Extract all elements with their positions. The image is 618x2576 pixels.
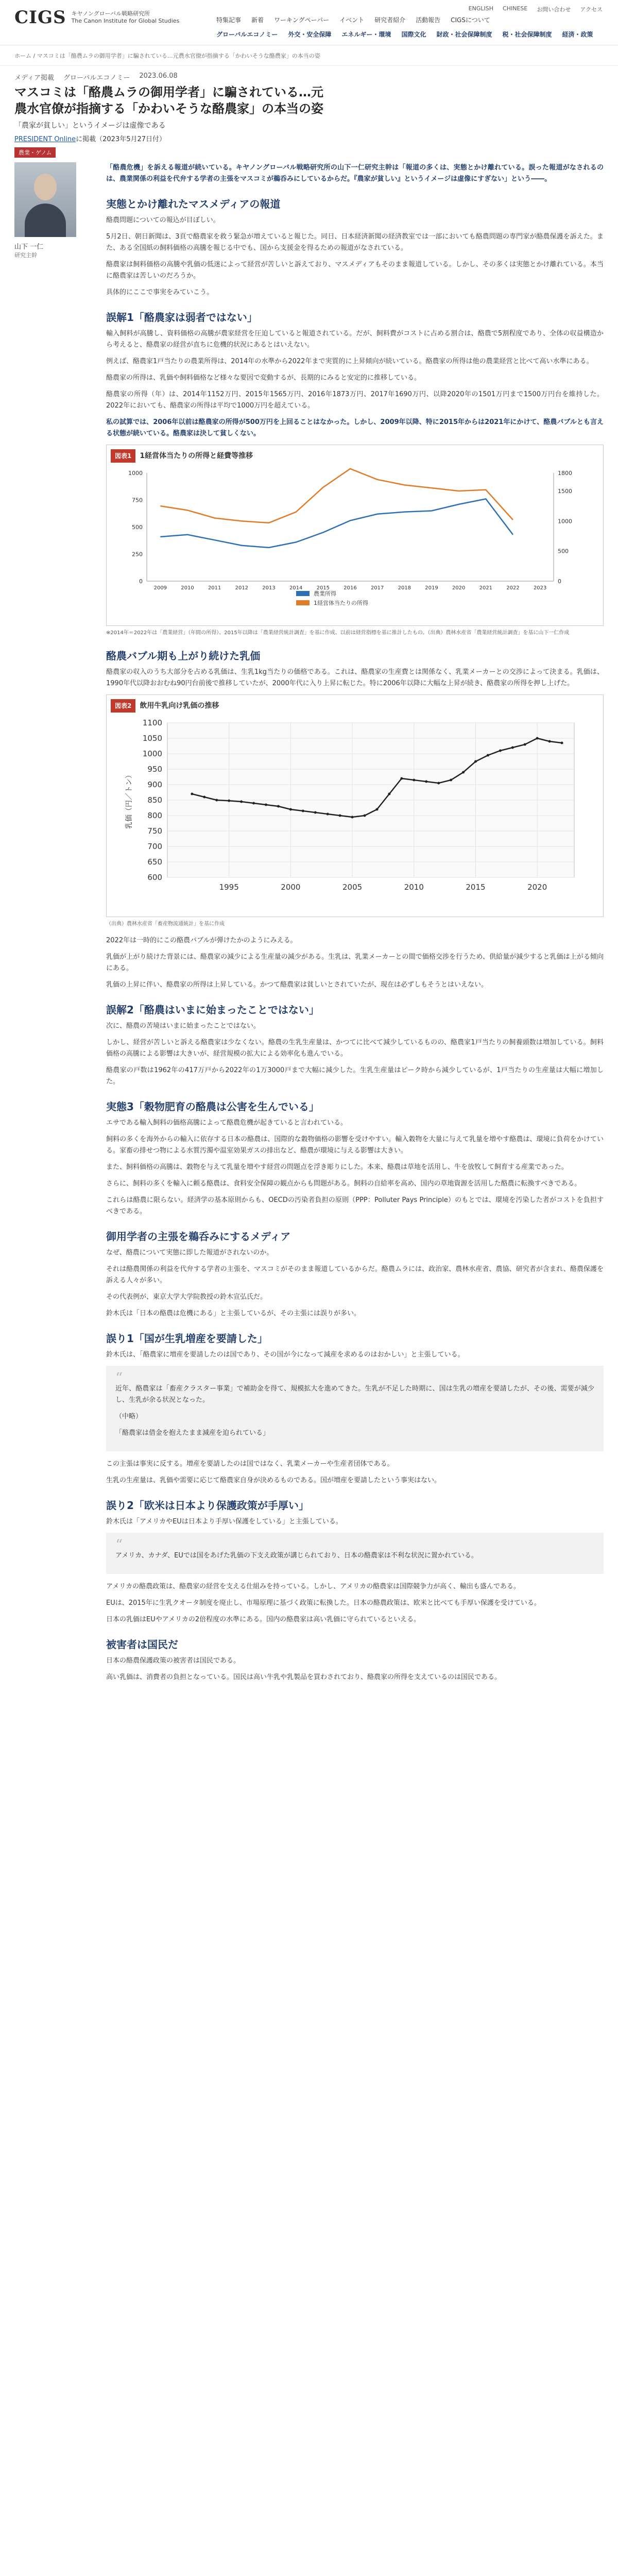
paragraph: しかし、経営が苦しいと訴える酪農家は少なくない。酪農の生乳生産量は、かつてに比べて減少しているものの、酪農家1戸当たりの飼養頭数は増加している。飼料価格の高騰による影響は大きいが、経営規模の拡大による効率化も進んでいる。 xyxy=(106,1039,604,1058)
y-tick-label: 750 xyxy=(147,826,162,836)
x-tick-label: 2014 xyxy=(289,585,303,591)
blockquote xyxy=(106,1366,604,1451)
x-tick-label: 2018 xyxy=(398,585,411,591)
data-point xyxy=(462,771,465,774)
x-tick-label: 2010 xyxy=(404,883,424,892)
x-tick-label: 2020 xyxy=(452,585,466,591)
data-point xyxy=(474,760,477,763)
data-point xyxy=(400,777,403,780)
x-tick-label: 2021 xyxy=(479,585,493,591)
x-tick-label: 2009 xyxy=(153,585,167,591)
y-tick-label: 1000 xyxy=(142,749,162,758)
topic-tag[interactable]: 農業・ゲノム xyxy=(14,147,56,158)
nav-working-paper[interactable]: ワーキングペーパー xyxy=(274,16,330,24)
section-heading: 誤り1「国が生乳増産を要請した」 xyxy=(106,1332,268,1345)
y-tick-label: 950 xyxy=(147,765,162,774)
data-point xyxy=(413,779,415,782)
x-tick-label: 2010 xyxy=(181,585,194,591)
utility-links xyxy=(469,5,603,13)
data-point xyxy=(499,750,502,752)
article-body xyxy=(106,162,604,1688)
series-line xyxy=(160,469,513,523)
source-text: に掲載（2023年5月27日付） xyxy=(76,135,166,143)
paragraph: なぜ、酪農について実態に即した報道がされないのか。 xyxy=(106,1249,273,1257)
y-tick-label: 750 xyxy=(132,497,143,504)
paragraph: 飼料の多くを海外からの輸入に依存する日本の酪農は、国際的な穀物価格の影響を受けやすい。輸入穀物を大量に与えて乳量を増やす酪農は、環境に負荷をかけている。家畜の排せつ物による水質汚濁や温室効果ガスの排出など、酪農が環境に与える影響は大きい。 xyxy=(106,1136,604,1155)
logo-subtitle xyxy=(72,10,180,25)
x-tick-label: 2020 xyxy=(527,883,547,892)
data-point xyxy=(425,781,427,783)
income-chart xyxy=(111,463,595,617)
paragraph: 酪農家は飼料価格の高騰や乳価の低迷によって経営が苦しいと訴えており、マスメディアもそのまま報道している。しかし、その多くは実態とかけ離れている。本当に酪農家は苦しいのだろうか。 xyxy=(106,261,604,280)
figure-title xyxy=(111,699,599,713)
author-card xyxy=(14,162,87,259)
nav-new[interactable]: 新着 xyxy=(251,16,264,24)
paragraph: 酪農家の戸数は1962年の417万戸から2022年の1万3000戸まで大幅に減少した。生乳生産量はピーク時から減少しているが、1戸当たりの生産量は大幅に増加した。 xyxy=(106,1066,604,1086)
breadcrumb[interactable]: ホーム / マスコミは「酪農ムラの御用学者」に騙されている…元農水官僚が指摘する「かわいそうな酪農家」の本当の姿 xyxy=(0,45,618,66)
y-tick-label: 800 xyxy=(147,811,162,820)
section-heading: 誤解1「酪農家は弱者ではない」 xyxy=(106,311,258,324)
figure-title xyxy=(111,449,599,463)
figure-note: （出典）農林水産省「畜産物流通統計」を基に作成 xyxy=(106,921,225,927)
site-logo[interactable] xyxy=(14,7,179,28)
y-tick-label: 0 xyxy=(558,578,561,585)
logo-sub-ja: キヤノングローバル戦略研究所 xyxy=(71,10,150,17)
data-point xyxy=(375,808,378,811)
data-point xyxy=(388,793,390,795)
nav-culture[interactable]: 国際文化 xyxy=(401,31,426,38)
data-point xyxy=(240,801,243,803)
data-point xyxy=(536,737,539,740)
nav-researchers[interactable]: 研究者紹介 xyxy=(374,16,406,24)
y-tick-label: 850 xyxy=(147,795,162,805)
x-tick-label: 2000 xyxy=(281,883,301,892)
site-header xyxy=(0,0,618,45)
x-tick-label: 2023 xyxy=(533,585,547,591)
data-point xyxy=(215,799,218,802)
x-tick-label: 2013 xyxy=(262,585,276,591)
data-point xyxy=(302,810,304,812)
x-tick-label: 2015 xyxy=(466,883,486,892)
data-point xyxy=(511,747,514,749)
lead-paragraph: 「酪農危機」を訴える報道が続いている。キヤノングローバル戦略研究所の山下一仁研究主幹は「報道の多くは、実態とかけ離れている。誤った報道がなされるのは、農業関係の利益を代弁する学者の主張をマスコミが鵜呑みにしているからだ。『農家が貧しい』というイメージは虚像にすぎない」という――。 xyxy=(106,164,604,183)
article-subtitle: 「農家が貧しい」というイメージは虚像である xyxy=(14,122,166,130)
paragraph: 2022年は一時的にこの酪農バブルが弾けたかのようにみえる。 xyxy=(106,937,297,944)
legend-label: 1経営体当たりの所得 xyxy=(314,600,368,606)
article-source xyxy=(14,133,604,143)
data-point xyxy=(289,808,292,811)
y-axis-label: 乳価（円／トン） xyxy=(125,771,133,829)
section-heading: 御用学者の主張を鵜呑みにするメディア xyxy=(106,1230,291,1243)
section-heading: 実態とかけ離れたマスメディアの報道 xyxy=(106,198,281,210)
section-heading: 酪農バブル期も上がり続けた乳価 xyxy=(106,650,261,662)
y-tick-label: 1500 xyxy=(558,488,572,495)
paragraph: 5月2日、朝日新聞は、3頁で酪農家を救う緊急が増えていると報じた。同日、日本経済新聞の経済教室では一部においても酪農問題の専門家が酪農保護を訴えた。また、ある全国紙の飼料価格の高騰を報じる中でも、国から支援金を得るための報道がなされている。 xyxy=(106,233,604,252)
paragraph: 酪農家の所得は、乳価や飼料価格など様々な要因で変動するが、長期的にみると安定的に推移している。 xyxy=(106,374,421,382)
figure-badge: 図表2 xyxy=(111,699,135,713)
figure-caption: 飲用牛乳向け乳価の推移 xyxy=(140,702,219,710)
paragraph: 具体的にここで事実をみていこう。 xyxy=(106,289,214,296)
highlight-paragraph: 私の試算では、2006年以前は酪農家の所得が500万円を上回ることはなかった。しかし、2009年以降、特に2015年からは2021年にかけて、酪農バブルとも言える状態が続いている。酪農家は決して貧しくない。 xyxy=(106,418,604,437)
paragraph: また、飼料価格の高騰は、穀物を与えて乳量を増やす経営の問題点を浮き彫りにした。本来、酪農は草地を活用し、牛を放牧して飼育する産業であった。 xyxy=(106,1163,568,1171)
paragraph: 乳価が上がり続けた背景には、酪農家の減少による生産量の減少がある。生乳は、乳業メーカーとの間で価格交渉を行うため、供給量が減少すると乳価は上がる傾向にある。 xyxy=(106,953,604,972)
quote-text: アメリカ、カナダ、EUでは国をあげた乳価の下支え政策が講じられており、日本の酪農家は不利な状況に置かれている。 xyxy=(115,1552,478,1560)
article-meta xyxy=(14,72,604,82)
paragraph: それは酪農関係の利益を代弁する学者の主張を、マスコミがそのまま報道しているからだ。酪農ムラには、政治家、農林水産省、農協、研究者が含まれ、酪農保護を訴える人々が多い。 xyxy=(106,1265,604,1284)
paragraph: 鈴木氏は、「酪農家に増産を要請したのは国であり、その国が今になって減産を求めるのはおかしい」と主張している。 xyxy=(106,1351,465,1359)
nav-tax[interactable]: 税・社会保障制度 xyxy=(502,31,552,38)
x-tick-label: 2022 xyxy=(506,585,520,591)
logo-sub-en: The Canon Institute for Global Studies xyxy=(71,18,180,24)
legend-swatch xyxy=(296,600,310,605)
paragraph: 酪農家の所得（年）は、2014年1152万円、2015年1565万円、2016年1873万円、2017年1690万円、以降2020年の1501万円まで1500万円台を維持した。2022年においても、酪農家の所得は平均で1000万円を超えている。 xyxy=(106,391,604,410)
source-link[interactable]: PRESIDENT Online xyxy=(14,135,76,143)
quote-text: 「酪農家は借金を抱えたまま減産を迫られている」 xyxy=(115,1429,270,1437)
figure-note: ※2014年＝2022年は「農業経営」（年間の所得）、2015年以降は「農業経営統計調査」を基に作成、以前は経営指標を基に推計したもの。（出典）農林水産省「農業経営統計調査」を基に山下一仁作成 xyxy=(106,630,570,636)
y-tick-label: 650 xyxy=(147,857,162,867)
data-point xyxy=(191,793,193,795)
figure-badge: 図表1 xyxy=(111,449,135,463)
category-nav xyxy=(216,30,593,39)
legend-swatch xyxy=(296,591,310,596)
data-point xyxy=(265,804,267,806)
author-role: 研究主幹 xyxy=(14,252,37,259)
nav-global-economy[interactable]: グローバルエコノミー xyxy=(216,31,278,38)
y-tick-label: 500 xyxy=(132,524,143,531)
nav-events[interactable]: イベント xyxy=(339,16,365,24)
y-tick-label: 250 xyxy=(132,551,143,558)
paragraph: 例えば、酪農家1戸当たりの農業所得は、2014年の水準から2022年まで実質的に上昇傾向が続いている。酪農家の所得は他の農業経営と比べて高い水準にある。 xyxy=(106,358,593,365)
section-heading: 誤解2「酪農はいまに始まったことではない」 xyxy=(106,1004,319,1016)
y-tick-label: 500 xyxy=(558,548,569,555)
data-point xyxy=(487,754,489,757)
link-access[interactable]: アクセス xyxy=(580,6,603,13)
paragraph: この主張は事実に反する。増産を要請したのは国ではなく、乳業メーカーや生産者団体である。 xyxy=(106,1460,394,1468)
y-tick-label: 700 xyxy=(147,842,162,851)
paragraph: 鈴木氏は「アメリカやEUは日本より手厚い保護をしている」と主張している。 xyxy=(106,1518,342,1526)
quote-sub: （中略） xyxy=(115,1413,143,1420)
figure-caption: 1経営体当たりの所得と経費等推移 xyxy=(140,452,253,460)
quote-mark-icon: “ xyxy=(115,1369,123,1386)
paragraph: 次に、酪農の苦境はいまに始まったことではない。 xyxy=(106,1022,261,1030)
x-tick-label: 2016 xyxy=(344,585,357,591)
legend-label: 農業所得 xyxy=(314,590,336,597)
article-subcategory[interactable]: グローバルエコノミー xyxy=(63,74,130,82)
y-tick-label: 1000 xyxy=(558,518,572,525)
author-photo[interactable] xyxy=(14,162,76,237)
data-point xyxy=(351,816,354,819)
paragraph: エサである輸入飼料の価格高騰によって酪農危機が起きていると言われている。 xyxy=(106,1119,348,1127)
data-point xyxy=(524,743,526,746)
quote-mark-icon: “ xyxy=(115,1536,123,1553)
x-tick-label: 2011 xyxy=(208,585,221,591)
x-tick-label: 2019 xyxy=(425,585,438,591)
y-tick-label: 900 xyxy=(147,780,162,789)
nav-policy[interactable]: 経済・政策 xyxy=(562,31,593,38)
paragraph: その代表例が、東京大学大学院教授の鈴木宣弘氏だ。 xyxy=(106,1293,267,1301)
paragraph: EUは、2015年に生乳クオータ制度を廃止し、市場原理に基づく政策に転換した。日本の酪農政策は、欧米と比べても手厚い保護を受けている。 xyxy=(106,1599,541,1607)
paragraph: 酪農問題についての報込が目ぼしい。 xyxy=(106,216,220,224)
blockquote xyxy=(106,1533,604,1574)
x-tick-label: 2015 xyxy=(316,585,330,591)
quote-text: 近年、酪農家は「畜産クラスター事業」で補助金を得て、規模拡大を進めてきた。生乳が不足した時期に、国は生乳の増産を要請したが、その後、需要が減少し、生乳が余る状況となった。 xyxy=(115,1385,594,1404)
paragraph: 乳価の上昇に伴い、酪農家の所得は上昇している。かつて酪農家は貧しいとされていたが、現在は必ずしもそうとはいえない。 xyxy=(106,981,488,989)
figure-2 xyxy=(106,694,604,917)
milk-price-chart xyxy=(111,713,595,908)
paragraph: アメリカの酪農政策は、酪農家の経営を支える仕組みを持っている。しかし、アメリカの酪農家は国際競争力が高く、輸出も盛んである。 xyxy=(106,1583,520,1590)
y-tick-label: 1100 xyxy=(142,718,162,727)
data-point xyxy=(277,805,280,808)
x-tick-label: 1995 xyxy=(219,883,239,892)
data-point xyxy=(450,779,452,782)
x-tick-label: 2005 xyxy=(342,883,363,892)
data-point xyxy=(314,811,317,814)
paragraph: 鈴木氏は「日本の酪農は危機にある」と主張しているが、その主張には誤りが多い。 xyxy=(106,1310,361,1317)
paragraph: 日本の乳価はEUやアメリカの2倍程度の水準にある。国内の酪農家は高い乳価に守られているといえる。 xyxy=(106,1616,421,1623)
x-tick-label: 2012 xyxy=(235,585,249,591)
figure-1 xyxy=(106,445,604,626)
nav-fiscal[interactable]: 財政・社会保障制度 xyxy=(436,31,492,38)
x-tick-label: 2017 xyxy=(370,585,384,591)
nav-about[interactable]: CIGSについて xyxy=(451,16,490,24)
main-nav xyxy=(216,15,490,24)
paragraph: 輸入飼料が高騰し、資料価格の高騰が農家経営を圧迫していると報道されている。だが、飼料費がコストに占める割合は、酪農で5割程度であり、全体の収益構造から考えると、酪農家の経営が直ちに危機的状況にあるとはいえない。 xyxy=(106,330,604,349)
author-name[interactable]: 山下 一仁 xyxy=(14,243,44,251)
nav-reports[interactable]: 活動報告 xyxy=(416,16,441,24)
logo-text: CIGS xyxy=(14,7,66,28)
y-tick-label: 1000 xyxy=(128,470,143,477)
link-english[interactable]: ENGLISH xyxy=(468,5,494,12)
article-date: 2023.06.08 xyxy=(139,72,178,80)
nav-energy[interactable]: エネルギー・環境 xyxy=(341,31,391,38)
series-line xyxy=(160,499,513,548)
data-point xyxy=(203,796,205,799)
section-heading: 誤り2「欧米は日本より保護政策が手厚い」 xyxy=(106,1499,309,1512)
link-chinese[interactable]: CHINESE xyxy=(503,5,528,12)
data-point xyxy=(364,815,366,817)
paragraph: これらは酪農に限らない。経済学の基本原則からも、OECDの汚染者負担の原則（PPP：Polluter Pays Principle）のもとでは、環境を汚染した者がコストを負担すべきである。 xyxy=(106,1196,604,1215)
link-contact[interactable]: お問い合わせ xyxy=(537,6,571,13)
article xyxy=(14,72,604,1681)
paragraph: 酪農家の収入のうち大部分を占める乳価は、生乳1kg当たりの価格である。これは、酪農家の生産費とは関係なく、乳業メーカーとの交渉によって決まる。乳価は、1990年代以降おおむね90円台前後で推移していたが、2000年代に入り上昇に転じた。特に2006年以降に大幅な上昇が続き、酪農家の所得を押し上げた。 xyxy=(106,668,604,687)
data-point xyxy=(252,802,255,805)
paragraph: 生乳の生産量は、乳価や需要に応じて酪農家自身が決めるものである。国が増産を要請したという事実はない。 xyxy=(106,1477,441,1484)
y-tick-label: 0 xyxy=(139,578,143,585)
y-tick-label: 600 xyxy=(147,873,162,882)
data-point xyxy=(548,740,551,743)
y-tick-label: 1050 xyxy=(142,734,162,743)
paragraph: さらに、飼料の多くを輸入に頼る酪農は、食料安全保障の観点からも問題がある。飼料の自給率を高め、国内の草地資源を活用した酪農に転換すべきである。 xyxy=(106,1180,581,1188)
article-category[interactable]: メディア掲載 xyxy=(14,74,54,82)
y-tick-label: 1800 xyxy=(558,470,572,477)
section-heading: 実態3「穀物肥育の酪農は公害を生んでいる」 xyxy=(106,1100,319,1113)
nav-diplomacy[interactable]: 外交・安全保障 xyxy=(288,31,332,38)
data-point xyxy=(327,813,329,816)
data-point xyxy=(228,800,230,802)
data-point xyxy=(561,742,563,744)
article-title: マスコミは「酪農ムラの御用学者」に騙されている…元農水官僚が指摘する「かわいそうな酪農家」の本当の姿 xyxy=(14,85,323,116)
nav-features[interactable]: 特集記事 xyxy=(216,16,242,24)
data-point xyxy=(339,815,341,817)
paragraph: 高い乳価は、消費者の負担となっている。国民は高い牛乳や乳製品を買わされており、酪農家の所得を支えているのは国民である。 xyxy=(106,1673,502,1681)
paragraph: 日本の酪農保護政策の被害者は国民である。 xyxy=(106,1657,241,1665)
section-heading: 被害者は国民だ xyxy=(106,1638,178,1651)
data-point xyxy=(437,782,440,785)
